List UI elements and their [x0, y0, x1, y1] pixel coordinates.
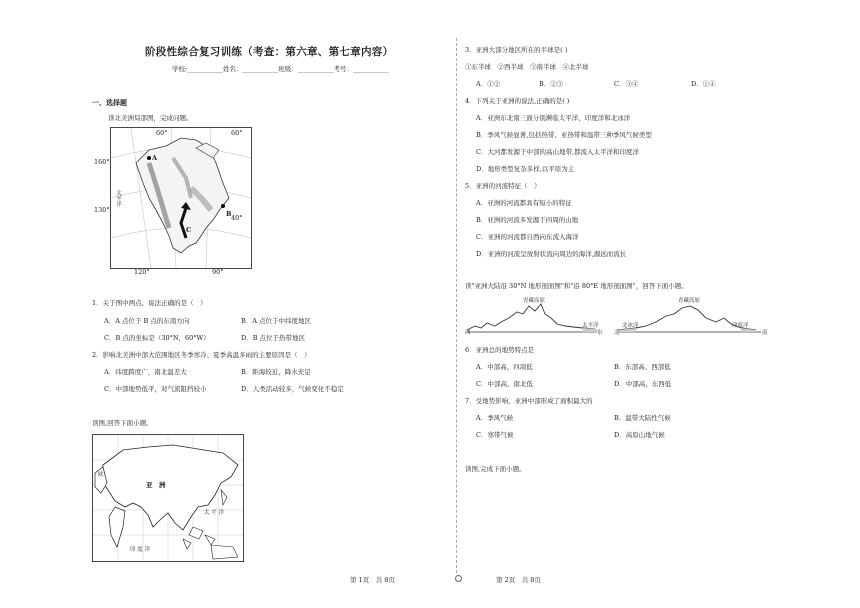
map-label-pacific: 太 平 洋: [204, 510, 224, 516]
map-label-asia: 亚 洲: [146, 481, 166, 489]
profile-1-east: 东: [597, 330, 603, 336]
question-intro-3: 读"亚洲大陆沿 30°N 地形剖面图"和"沿 80°E 地形剖面图"，回答下面小题。: [465, 282, 688, 290]
map-point-c: C: [186, 226, 192, 234]
question-6-stem: 6．亚洲总的地势特点是: [465, 346, 535, 354]
section-heading: 一、选择题: [92, 98, 127, 107]
question-3-option-c[interactable]: C．③④: [614, 80, 639, 88]
question-5-stem: 5．亚洲的河流特征（ ）: [465, 182, 541, 190]
question-1-option-c[interactable]: C．B 点的坐标是（30°N，60°W）: [104, 334, 210, 342]
question-intro-2: 读图,回答下面小题。: [92, 419, 153, 427]
question-intro: 读北美洲局部图，完成问题。: [108, 114, 193, 122]
student-info-line: 学校:___________姓名：___________班级：___________考号：___________: [172, 65, 389, 73]
profile-2-ocean-north: 北冰洋: [622, 323, 639, 329]
map-label-europe: 欧: [98, 472, 104, 478]
question-2-option-b[interactable]: B．距海较近，降水充足: [241, 368, 311, 376]
question-4-option-c[interactable]: C．大河都发源于中部的高山地带,都流入太平洋和印度洋: [476, 148, 640, 156]
profile-1-peak: 青藏高原: [523, 298, 546, 304]
question-2-stem: 2．影响北美洲中部大范围地区冬季寒冷、夏季高温多雨的主要原因是（ ）: [92, 351, 311, 359]
question-1-option-a[interactable]: A．A 点位于 B 点的东南方向: [104, 317, 190, 325]
map-label-lat-right2: 40°: [231, 214, 243, 222]
profile-2-peak: 青藏高原: [678, 298, 701, 304]
map-label-lon-mid: 130°: [94, 206, 110, 214]
question-5-option-d[interactable]: D．亚洲的河流呈放射状流向周边的海洋,源远而流长: [476, 250, 627, 258]
profile-1-west: 西: [465, 330, 471, 336]
map-label-lat-top: 60°: [156, 129, 168, 137]
question-1-stem: 1．关于图中两点，说法正确的是（ ）: [92, 299, 207, 307]
question-5-option-c[interactable]: C．亚洲的河流都自西向东流入海洋: [476, 233, 579, 241]
question-3-option-a[interactable]: A．①②: [476, 80, 501, 88]
binding-hole-icon: [455, 575, 462, 582]
profile-2-ocean-south: 印度洋: [732, 323, 749, 329]
north-america-map: [110, 127, 252, 269]
map-point-a: A: [152, 154, 158, 162]
map-point-b: B: [226, 210, 232, 218]
question-1-option-d[interactable]: D．B 点位于热带地区: [241, 334, 306, 342]
question-5-option-a[interactable]: A．亚洲的河流都具有短小的特征: [476, 199, 572, 207]
question-6-option-a[interactable]: A．中部高、四周低: [476, 363, 533, 371]
question-7-option-b[interactable]: B．温带大陆性气候: [614, 414, 671, 422]
question-3-items: ①东半球 ②西半球 ③南半球 ④北半球: [465, 63, 589, 71]
question-7-option-d[interactable]: D．高原山地气候: [614, 431, 665, 439]
question-3-option-d[interactable]: D．①④: [691, 80, 716, 88]
page-number-right: 第 2页 共 8页: [496, 576, 541, 584]
question-7-option-a[interactable]: A．季风气候: [476, 414, 514, 422]
map-label-lat-right: 60°: [231, 129, 243, 137]
question-4-stem: 4．下列关于亚洲的说法,正确的是( ): [465, 97, 570, 105]
question-4-option-a[interactable]: A．亚洲东北南三面分别濒临太平洋、印度洋和北冰洋: [476, 114, 631, 122]
page-number-left: 第 1页 共 8页: [350, 576, 395, 584]
profile-2-south: 南: [762, 330, 768, 336]
map-label-lon-bottom-left: 120°: [134, 268, 150, 276]
question-3-stem: 3．亚洲大部分地区所在的半球是( ): [465, 46, 568, 54]
asia-map: [92, 434, 244, 562]
question-2-option-a[interactable]: A．纬度跨度广，南北温差大: [104, 368, 187, 376]
question-4-option-d[interactable]: D．地形类型复杂多样,以平原为主: [476, 165, 575, 173]
question-6-option-c[interactable]: C．中部高、南北低: [476, 380, 533, 388]
profile-1-sea: 太平洋: [582, 323, 599, 329]
profile-2-north: 北: [614, 330, 620, 336]
column-divider: [456, 38, 457, 573]
map-label-ocean: 太平洋: [115, 190, 121, 207]
question-7-stem: 7．受地势影响，亚洲中部形成了面积最大的: [465, 397, 593, 405]
question-2-option-c[interactable]: C．中部地势低平，对气流阻挡较小: [104, 385, 207, 393]
map-label-lon-left: 160°: [94, 158, 110, 166]
question-4-option-b[interactable]: B．季风气候显著,包括热带、亚热带和温带三种季风气候类型: [476, 131, 652, 139]
question-3-option-b[interactable]: B．②③: [539, 80, 564, 88]
question-6-option-d[interactable]: D．中部高、东西低: [614, 380, 672, 388]
question-7-option-c[interactable]: C．寒带气候: [476, 431, 514, 439]
map-label-indian: 印 度 洋: [130, 547, 150, 553]
question-1-option-b[interactable]: B．A 点位于中纬度地区: [241, 317, 312, 325]
page-title: 阶段性综合复习训练（考查：第六章、第七章内容）: [145, 46, 394, 58]
question-intro-4: 读图,完成下面小题。: [465, 465, 526, 473]
question-2-option-d[interactable]: D．人类活动较多，气候变化不稳定: [241, 385, 344, 393]
question-6-option-b[interactable]: B．东部高、西部低: [614, 363, 671, 371]
map-label-lon-bottom-right: 90°: [212, 268, 224, 276]
question-5-option-b[interactable]: B．亚洲的河流多发源于四周的山地: [476, 216, 579, 224]
